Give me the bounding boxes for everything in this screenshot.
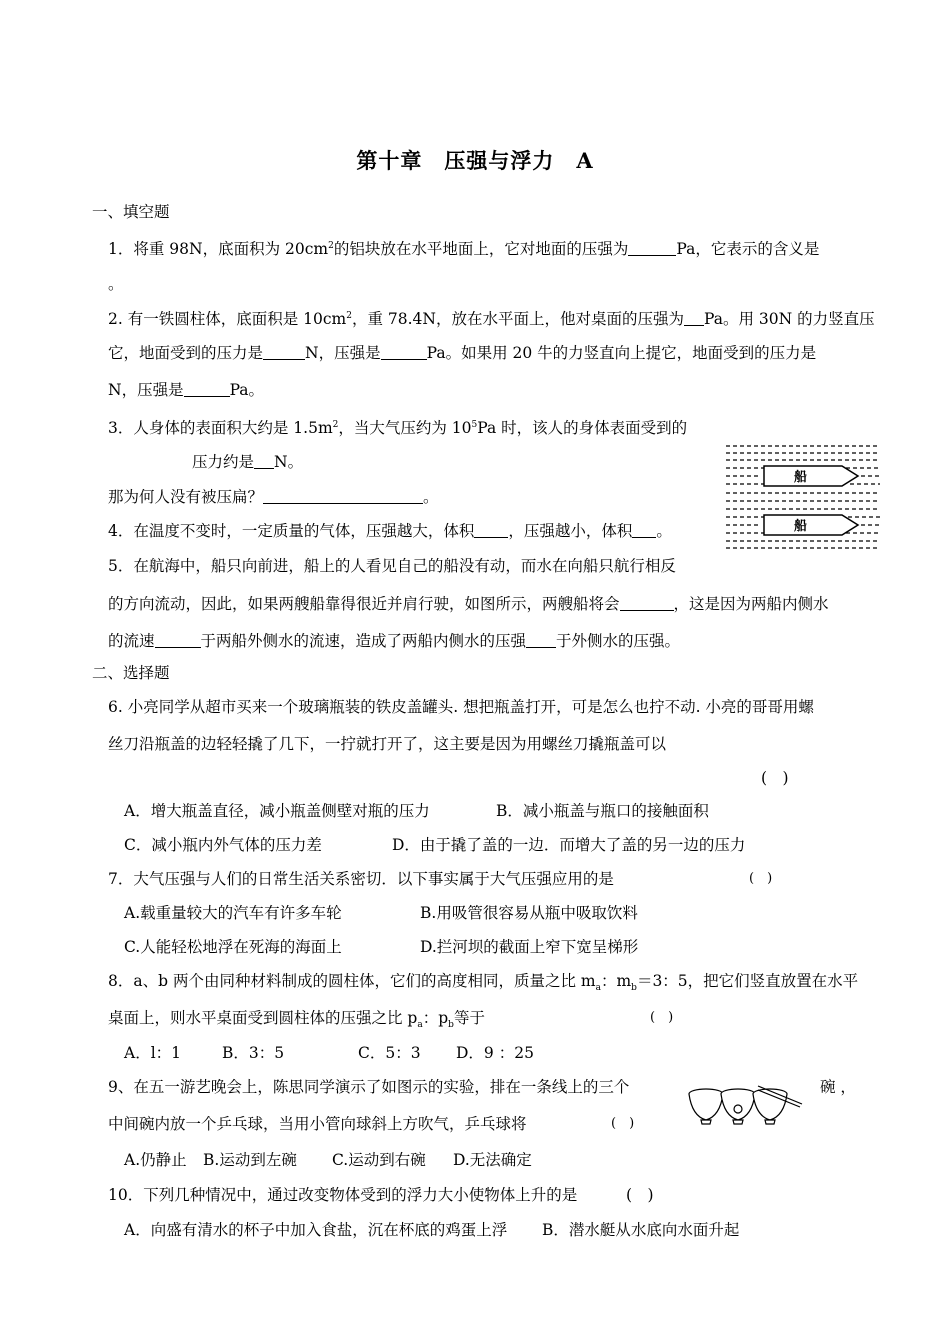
option-d[interactable]: D．由于撬了盖的一边．而增大了盖的另一边的压力 bbox=[392, 836, 746, 854]
question-6-line-2: 丝刀沿瓶盖的边轻轻撬了几下，一拧就打开了，这主要是因为用螺丝刀撬瓶盖可以 bbox=[108, 735, 667, 753]
question-4: 4．在温度不变时，一定质量的气体，压强越大，体积 ，压强越小，体积 。 bbox=[108, 522, 672, 540]
page-title: 第十章 压强与浮力 A bbox=[356, 148, 594, 173]
question-5-line-2: 的方向流动，因此，如果两艘船靠得很近并肩行驶，如图所示，两艘船将会 ，这是因为两船内侧水 bbox=[108, 595, 829, 613]
option-d[interactable]: D.无法确定 bbox=[453, 1151, 532, 1169]
answer-blank[interactable] bbox=[526, 631, 556, 648]
question-1-line-1: 1．将重 98N，底面积为 $20cm^2$的铝块放在水平地面上，它对地面的压强为 Pa，它表示的含义是 bbox=[108, 240, 820, 259]
question-2-line-3: N，压强是 Pa。 bbox=[108, 381, 265, 399]
answer-blank[interactable] bbox=[381, 343, 427, 360]
option-a[interactable]: A．向盛有清水的杯子中加入食盐，沉在杯底的鸡蛋上浮 bbox=[124, 1221, 508, 1239]
option-a[interactable]: A.仍静止 bbox=[124, 1151, 187, 1169]
question-3-line-3: 那为何人没有被压扁？ 。 bbox=[108, 488, 439, 506]
answer-blank[interactable] bbox=[155, 631, 201, 648]
option-a[interactable]: A．增大瓶盖直径，减小瓶盖侧壁对瓶的压力 bbox=[124, 802, 430, 820]
option-d[interactable]: D.拦河坝的截面上窄下宽呈梯形 bbox=[420, 938, 639, 956]
question-6-line-1: 6. 小亮同学从超市买来一个玻璃瓶装的铁皮盖罐头. 想把瓶盖打开，可是怎么也拧不动. 小亮的哥哥用螺 bbox=[108, 698, 814, 716]
answer-blank[interactable] bbox=[684, 309, 704, 326]
answer-blank[interactable] bbox=[263, 343, 305, 360]
three-bowls-figure bbox=[686, 1082, 806, 1128]
answer-blank[interactable] bbox=[263, 487, 423, 504]
question-8-line-1: 8．a、b 两个由同种材料制成的圆柱体，它们的高度相同，质量之比 $m_a$：$m_b=3$：5，把它们竖直放置在水平 bbox=[108, 972, 859, 994]
answer-blank[interactable] bbox=[628, 239, 676, 256]
question-9-line-2: 中间碗内放一个乒乓球，当用小管向球斜上方吹气，乒乓球将 bbox=[108, 1115, 527, 1133]
question-8-line-2: 桌面上，则水平桌面受到圆柱体的压强之比 $p_a$：$p_b$等于 bbox=[108, 1009, 485, 1031]
option-a[interactable]: A.载重量较大的汽车有许多车轮 bbox=[124, 904, 342, 922]
answer-blank[interactable] bbox=[474, 521, 508, 538]
option-b[interactable]: B．潜水艇从水底向水面升起 bbox=[542, 1221, 740, 1239]
question-1-line-2: 。 bbox=[108, 275, 124, 293]
two-ships-figure bbox=[724, 440, 882, 552]
question-5-line-1: 5．在航海中，船只向前进，船上的人看见自己的船没有动，而水在向船只航行相反 bbox=[108, 557, 676, 575]
option-b[interactable]: B．减小瓶盖与瓶口的接触面积 bbox=[496, 802, 709, 820]
section-heading-fill-in: 一、填空题 bbox=[92, 203, 170, 221]
question-7-line-1: 7．大气压强与人们的日常生活关系密切．以下事实属于大气压强应用的是 bbox=[108, 870, 614, 888]
answer-paren[interactable]: ( ) bbox=[749, 871, 773, 886]
answer-blank[interactable] bbox=[254, 452, 274, 469]
question-3-line-2: 压力约是 N。 bbox=[192, 453, 304, 471]
question-2-line-1: 2. 有一铁圆柱体，底面积是 $10cm^2$，重 78.4N，放在水平面上，他对桌面的压强为 Pa。用 30N 的力竖直压 bbox=[108, 310, 875, 329]
option-a[interactable]: A．l：1 bbox=[124, 1044, 182, 1062]
question-3-line-1: 3．人身体的表面积大约是 $1.5m^2$，当大气压约为 $10^5Pa$ 时，该人的身体表面受到的 bbox=[108, 419, 688, 438]
option-c[interactable]: C．减小瓶内外气体的压力差 bbox=[124, 836, 322, 854]
answer-blank[interactable] bbox=[620, 594, 674, 611]
answer-paren[interactable]: ( ) bbox=[650, 1010, 674, 1025]
answer-paren[interactable]: ( ) bbox=[611, 1116, 635, 1131]
question-9-line-1-end: 碗 ， bbox=[820, 1078, 856, 1096]
question-9-line-1: 9、在五一游艺晚会上，陈思同学演示了如图示的实验，排在一条线上的三个 bbox=[108, 1078, 630, 1096]
ship-label-bottom: 船 bbox=[794, 519, 808, 534]
question-10-line-1: 10．下列几种情况中，通过改变物体受到的浮力大小使物体上升的是 bbox=[108, 1186, 578, 1204]
answer-blank[interactable] bbox=[184, 380, 230, 397]
option-c[interactable]: C.人能轻松地浮在死海的海面上 bbox=[124, 938, 342, 956]
option-b[interactable]: B．3：5 bbox=[222, 1044, 285, 1062]
question-5-line-3: 的流速 于两船外侧水的流速，造成了两船内侧水的压强 于外侧水的压强。 bbox=[108, 632, 681, 650]
option-b[interactable]: B.用吸管很容易从瓶中吸取饮料 bbox=[420, 904, 638, 922]
option-c[interactable]: C.运动到右碗 bbox=[332, 1151, 426, 1169]
option-b[interactable]: B.运动到左碗 bbox=[203, 1151, 297, 1169]
option-c[interactable]: C．5：3 bbox=[358, 1044, 421, 1062]
section-heading-multiple-choice: 二、选择题 bbox=[92, 664, 170, 682]
ship-label-top: 船 bbox=[794, 470, 808, 485]
answer-paren[interactable]: ( ) bbox=[626, 1186, 654, 1204]
answer-blank[interactable] bbox=[632, 521, 656, 538]
answer-paren[interactable]: ( ) bbox=[761, 769, 789, 787]
question-2-line-2: 它，地面受到的压力是 N，压强是 Pa。如果用 20 牛的力竖直向上提它，地面受到的压力是 bbox=[108, 344, 817, 362]
option-d[interactable]: D．9 ：25 bbox=[456, 1044, 534, 1062]
